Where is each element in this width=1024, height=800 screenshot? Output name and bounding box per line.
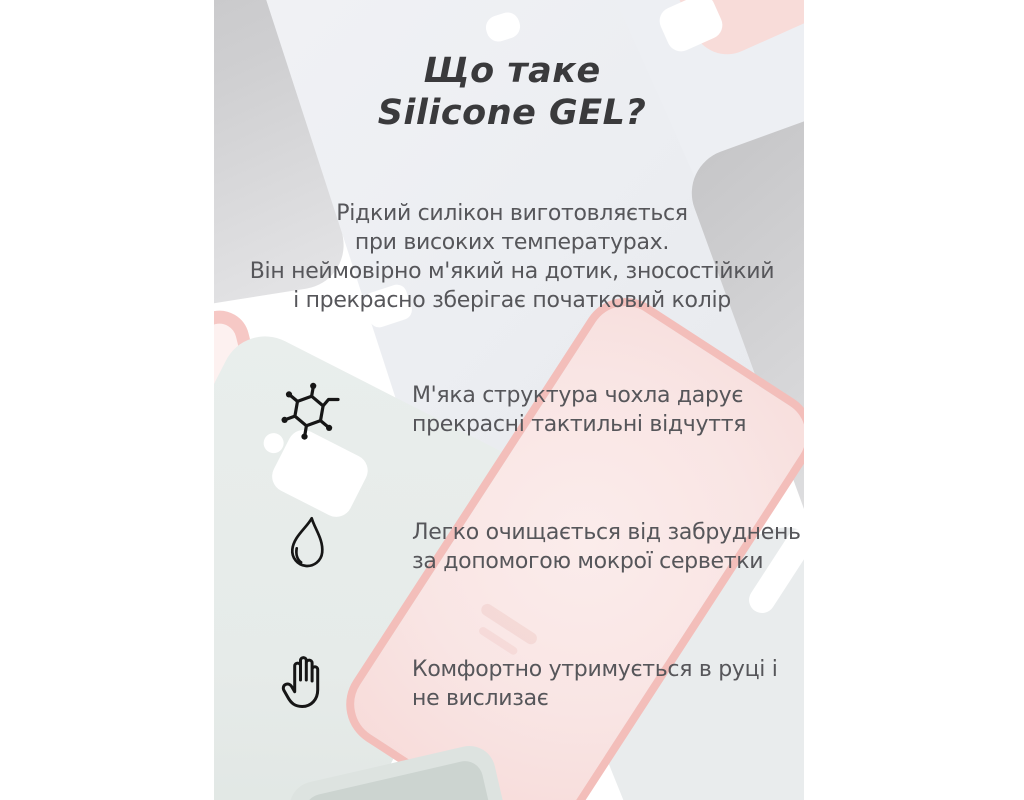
feature-text	[412, 381, 746, 439]
feature-text	[412, 518, 801, 576]
intro-line: і прекрасно зберігає початковий колір	[293, 288, 731, 313]
intro-line: Він неймовірно м'який на дотик, зносостійкий	[249, 259, 775, 284]
hand-icon	[280, 650, 328, 716]
feature-line: за допомогою мокрої серветки	[412, 549, 764, 574]
feature-line: не вислизає	[412, 686, 549, 711]
feature-text	[412, 655, 778, 713]
title-line-2: Silicone GEL?	[377, 93, 647, 133]
feature-line: Комфортно утримується в руці і	[412, 657, 778, 682]
title-line-1: Що таке	[423, 51, 601, 91]
feature-line: Легко очищається від забруднень	[412, 520, 801, 545]
intro-line: при високих температурах.	[354, 230, 670, 255]
feature-line: М'яка структура чохла дарує	[412, 383, 744, 408]
intro-paragraph	[0, 199, 1024, 315]
molecule-icon	[279, 375, 343, 447]
feature-line: прекрасні тактильні відчуття	[412, 412, 747, 437]
intro-line: Рідкий силікон виготовляється	[336, 201, 688, 226]
page-title	[0, 50, 1024, 134]
water-drop-icon	[287, 515, 329, 577]
